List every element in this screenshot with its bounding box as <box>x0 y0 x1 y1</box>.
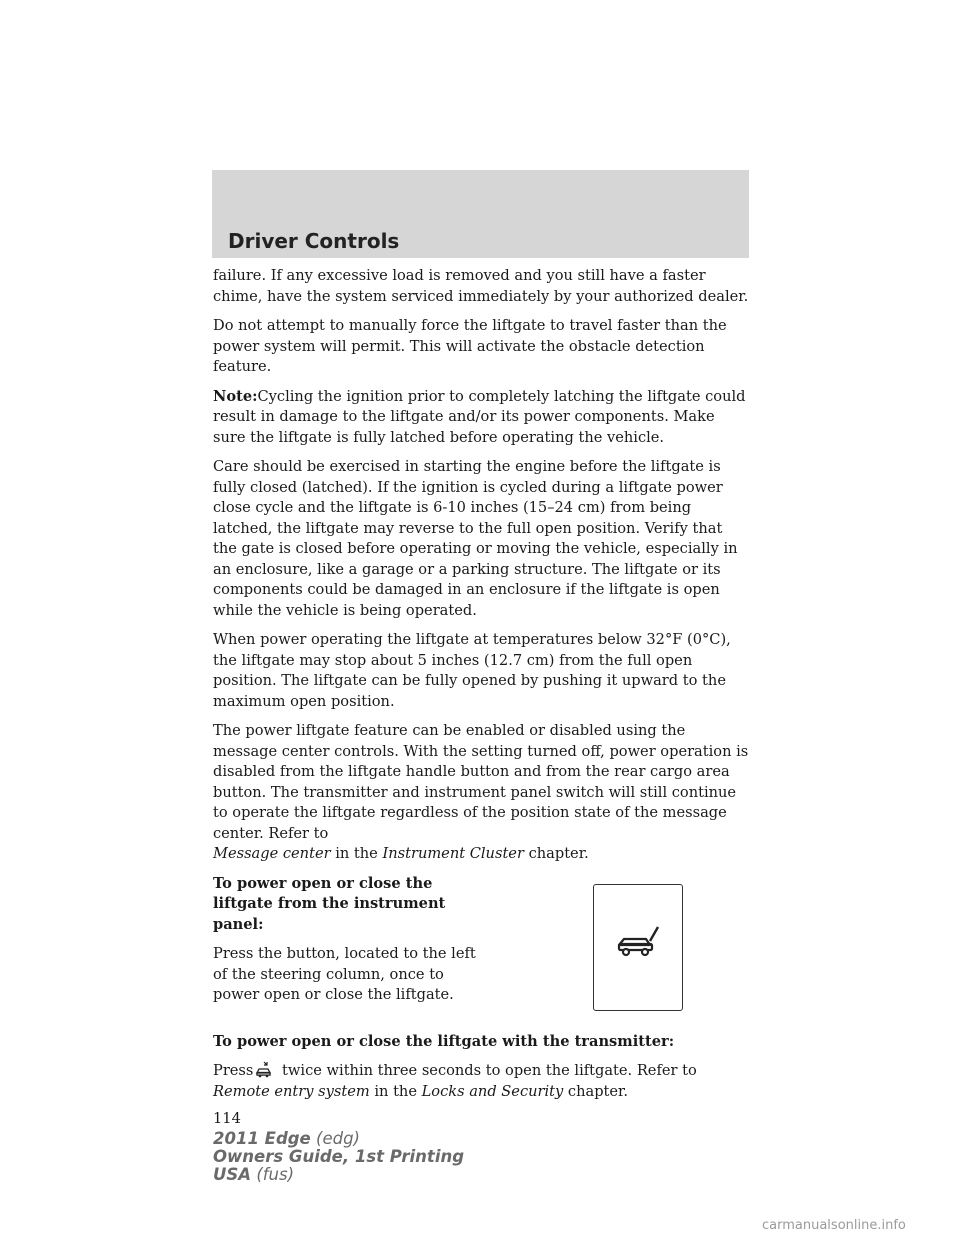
instrument-panel-heading: To power open or close the liftgate from the instrument panel: <box>213 874 446 933</box>
xref-remote-entry: Remote entry system <box>213 1082 370 1100</box>
liftgate-switch-icon <box>616 919 662 959</box>
instrument-panel-text: Press the button, located to the left of the steering column, once to power open or close the liftgate. <box>213 945 476 1003</box>
liftgate-remote-icon <box>255 1061 273 1078</box>
footer-model-code: (edg) <box>316 1129 360 1148</box>
section-title: Driver Controls <box>228 229 400 253</box>
footer-region: USA <box>213 1165 252 1184</box>
footer-guide: Owners Guide, 1st Printing <box>213 1147 465 1166</box>
paragraph: Do not attempt to manually force the liftgate to travel faster than the power system will permit. This will activate the obstacle detection feature. <box>213 317 727 375</box>
xref-locks-security: Locks and Security <box>421 1082 564 1100</box>
xref-message-center: Message center <box>213 845 331 862</box>
liftgate-switch-illustration <box>593 884 683 1011</box>
paragraph: When power operating the liftgate at temperatures below 32°F (0°C), the liftgate may stop about 5 inches (12.7 cm) from the full open position. The liftgate can be fully opened by pushing it upward to the maximum open position. <box>213 631 731 710</box>
note-paragraph <box>213 387 750 449</box>
transmitter-paragraph: Press twice within three seconds to open the liftgate. Refer to Remote entry system in the Locks and Security chapter. <box>213 1062 697 1100</box>
message-center-paragraph: The power liftgate feature can be enabled or disabled using the message center controls. With the setting turned off, power operation is disabled from the liftgate handle button and from the rear cargo area button. The transmitter and instrument panel switch will still continue to operate the liftgate regardless of the position state of the message center. Refer to Message center in the Instrument Cluster chapter. <box>213 722 749 862</box>
xref-instrument-cluster: Instrument Cluster <box>382 845 524 862</box>
footer-model: 2011 Edge <box>213 1129 311 1148</box>
page-content <box>213 266 750 1130</box>
watermark: carmanualsonline.info <box>762 1218 906 1233</box>
note-label: Note: <box>213 387 258 405</box>
paragraph: failure. If any excessive load is removed and you still have a faster chime, have the system serviced immediately by your authorized dealer. <box>213 267 749 305</box>
footer <box>213 1130 464 1184</box>
transmitter-heading: To power open or close the liftgate with the transmitter: <box>213 1032 675 1050</box>
footer-region-code: (fus) <box>256 1165 295 1184</box>
page-number: 114 <box>213 1110 241 1127</box>
paragraph: Care should be exercised in starting the engine before the liftgate is fully closed (latched). If the ignition is cycled during a liftgate power close cycle and the liftgate is 6-10 inches (15–24 cm) from being latched, the liftgate may reverse to the full open position. Verify that the gate is closed before operating or moving the vehicle, especially in an enclosure, like a garage or a parking structure. The liftgate or its components could be damaged in an enclosure if the liftgate is open while the vehicle is being operated. <box>213 458 738 619</box>
note-text: Cycling the ignition prior to completely latching the liftgate could result in damage to the liftgate and/or its power components. Make sure the liftgate is fully latched before operating the vehicle. <box>213 387 746 446</box>
instrument-panel-section <box>213 874 750 1026</box>
